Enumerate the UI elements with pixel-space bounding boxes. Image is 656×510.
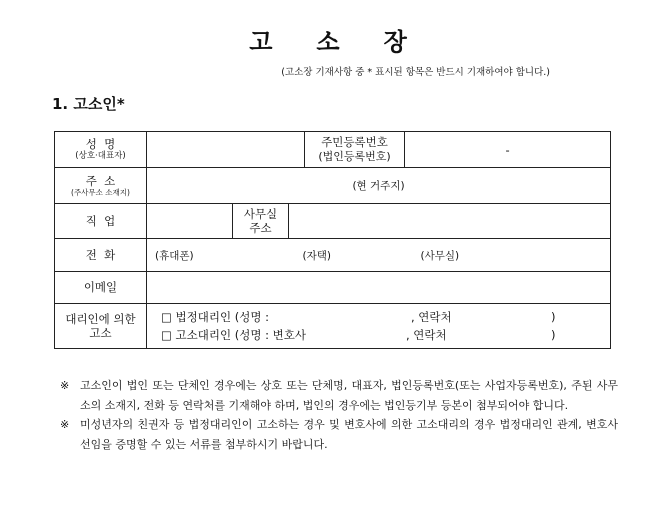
job-field[interactable] [147, 204, 233, 239]
phone-label: 전 화 [55, 239, 147, 272]
rep-label-line2: 고소 [89, 326, 112, 340]
address-label-cell [55, 168, 147, 204]
attorney-representative-option[interactable] [147, 326, 610, 344]
legal-rep-checkbox-label: □ 법정대리인 (성명 : [161, 310, 269, 324]
attorney-close: ) [551, 328, 556, 342]
id-sublabel: (법인등록번호) [318, 149, 391, 163]
title-char: 고 [249, 28, 273, 56]
address-label: 주 소 [85, 173, 116, 188]
required-note: (고소장 기재사항 중 * 표시된 항목은 반드시 기재하여야 합니다.) [281, 67, 550, 78]
remark-text: 미성년자의 친권자 등 법정대리인이 고소하는 경우 및 변호사에 의한 고소대리의 경우 법정대리인 관계, 변호사 선임을 증명할 수 있는 서류를 첨부하시기 바랍니다. [80, 418, 618, 451]
name-label-cell [55, 132, 147, 168]
phone-field[interactable] [147, 239, 611, 272]
rep-label-line1: 대리인에 의한 [65, 311, 136, 326]
attorney-contact-label: , 연락처 [406, 328, 447, 342]
office-label-line2: 주소 [249, 221, 272, 235]
representative-field [147, 304, 611, 349]
email-field[interactable] [147, 272, 611, 304]
legal-representative-option[interactable] [147, 308, 610, 326]
attorney-checkbox-label: □ 고소대리인 (성명 : 변호사 [161, 328, 306, 342]
section-title: 1. 고소인* [52, 95, 125, 113]
remark-mark: ※ [60, 418, 70, 431]
remark-text: 고소인이 법인 또는 단체인 경우에는 상호 또는 단체명, 대표자, 법인등록번호(또는 사업자등록번호), 주된 사무소의 소재지, 전화 등 연락처를 기재해야 하며, 법인의 경우에는 법인등기부 등본이 첨부되어야 합니다. [80, 379, 618, 412]
title-char: 소 [316, 28, 340, 56]
id-label-cell [305, 132, 405, 168]
remark-mark: ※ [60, 379, 70, 392]
legal-rep-contact-label: , 연락처 [411, 310, 452, 324]
phone-mobile-label: (휴대폰) [155, 249, 194, 262]
remark-item [60, 415, 618, 454]
id-label: 주민등록번호 [321, 135, 388, 150]
name-field[interactable] [147, 132, 305, 168]
title-char: 장 [383, 28, 407, 56]
office-label-line1: 사무실 [243, 206, 278, 221]
address-sublabel: (주사무소 소재지) [71, 188, 130, 197]
address-field[interactable]: (현 거주지) [147, 168, 611, 204]
legal-rep-close: ) [551, 310, 556, 324]
id-field[interactable]: - [405, 132, 611, 168]
name-label: 성 명 [85, 137, 116, 151]
remark-item [60, 376, 618, 415]
name-sublabel: (상호·대표자) [75, 151, 126, 162]
office-address-label [233, 204, 289, 239]
representative-label [55, 304, 147, 349]
remarks [60, 376, 618, 454]
complainant-form-table [54, 131, 611, 349]
email-label: 이메일 [55, 272, 147, 304]
phone-home-label: (자택) [302, 249, 331, 262]
job-label: 직 업 [55, 204, 147, 239]
document-title [0, 22, 656, 57]
phone-office-label: (사무실) [420, 249, 460, 262]
office-address-field[interactable] [289, 204, 611, 239]
